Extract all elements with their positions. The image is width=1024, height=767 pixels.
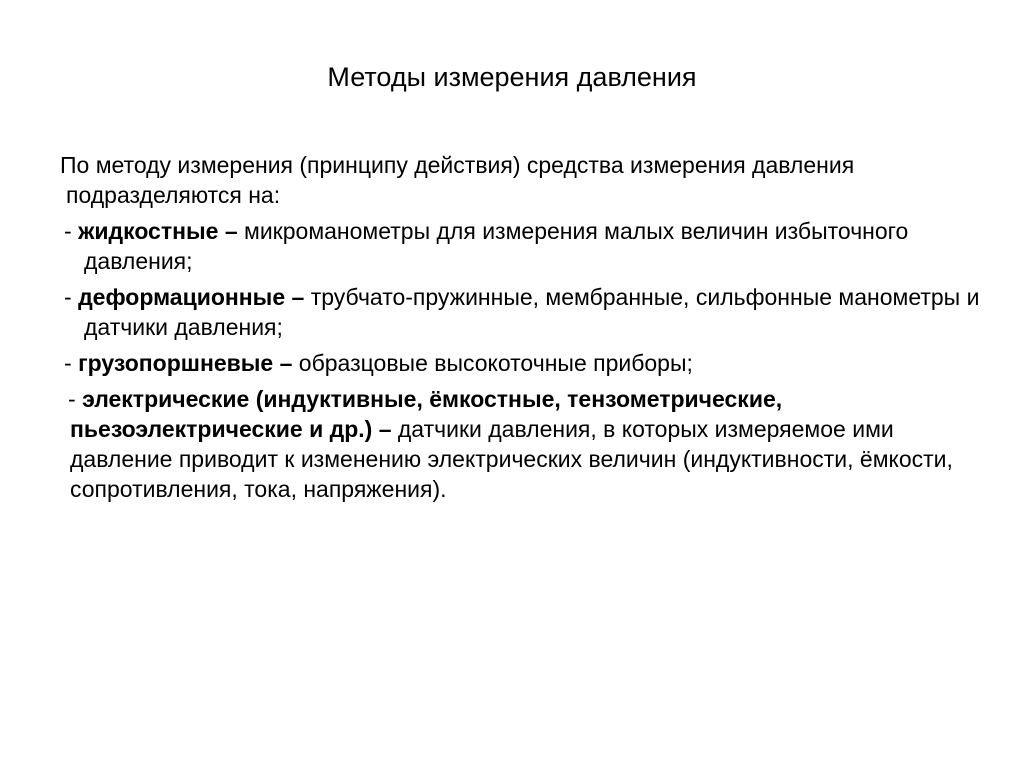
item-dash: - <box>64 218 79 244</box>
item-term: электрические (индуктивные, ёмкостные, тензометрические, пьезоэлектрические и др.) – <box>70 386 783 442</box>
list-item-deformation <box>60 282 990 342</box>
item-description: трубчато-пружинные, мембранные, сильфонные манометры и датчики давления; <box>84 284 980 340</box>
item-dash: - <box>64 350 79 376</box>
slide-title: Методы измерения давления <box>327 62 697 92</box>
item-dash: - <box>68 386 83 412</box>
list-item-electric <box>60 384 990 504</box>
item-term: грузопоршневые – <box>78 350 293 376</box>
item-term: жидкостные – <box>78 218 238 244</box>
item-description: микроманометры для измерения малых величин избыточного давления; <box>84 218 909 274</box>
item-term: деформационные – <box>78 284 305 310</box>
item-description: образцовые высокоточные приборы; <box>292 350 693 376</box>
slide-body <box>60 150 990 504</box>
item-description: датчики давления, в которых измеряемое ими давление приводит к изменению электрических величин (индуктивности, ёмкости, сопротивления, тока, напряжения). <box>70 416 953 502</box>
intro-paragraph: По методу измерения (принципу действия) средства измерения давления подразделяются на: <box>60 152 855 208</box>
list-item-liquid <box>60 216 990 276</box>
list-item-deadweight <box>60 348 990 378</box>
item-dash: - <box>64 284 79 310</box>
